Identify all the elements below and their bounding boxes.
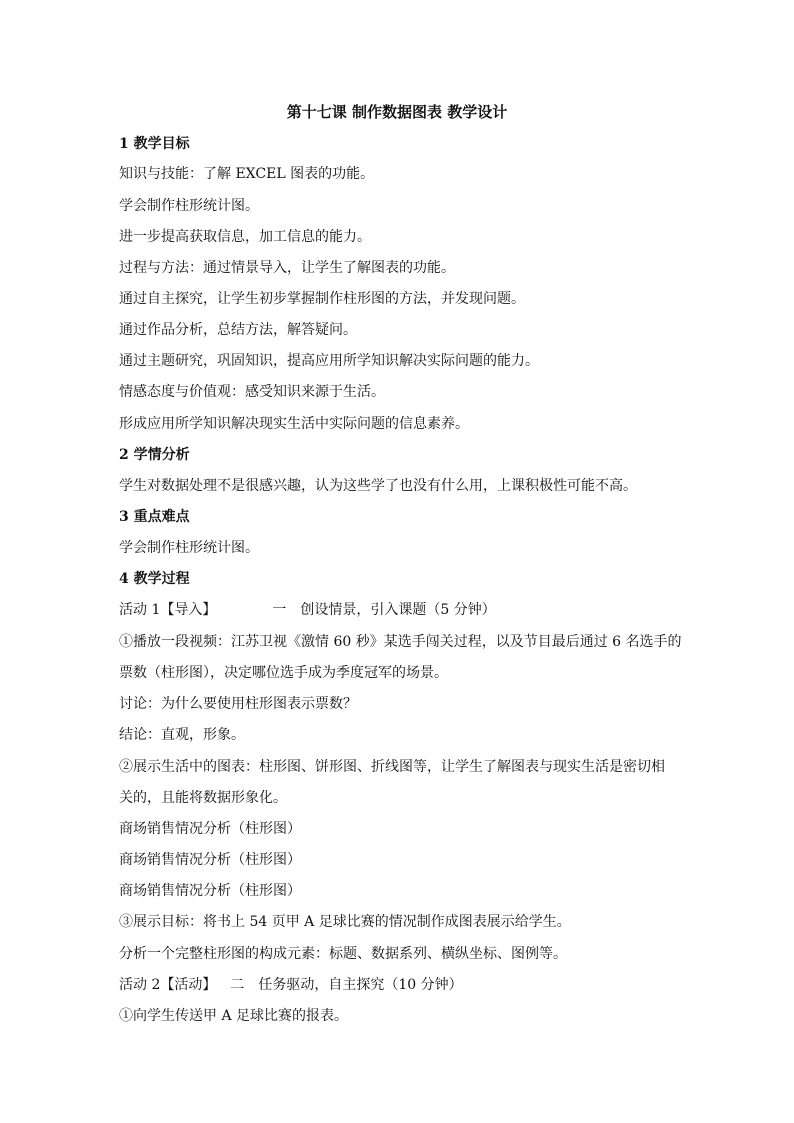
process-line: 讨论：为什么要使用柱形图表示票数？ <box>119 696 357 712</box>
activity-1-label: 活动 1【导入】 <box>119 602 217 618</box>
activity-2-line <box>119 975 463 995</box>
goals-line: 通过作品分析，总结方法，解答疑问。 <box>119 322 357 338</box>
process-line: 商场销售情况分析（柱形图） <box>119 883 301 899</box>
analysis-line: 学生对数据处理不是很感兴趣，认为这些学了也没有什么用，上课积极性可能不高。 <box>119 478 637 494</box>
goals-line: 进一步提高获取信息，加工信息的能力。 <box>119 229 371 245</box>
process-line: 关的，且能将数据形象化。 <box>119 790 287 806</box>
goals-line: 通过自主探究，让学生初步掌握制作柱形图的方法，并发现问题。 <box>119 291 525 307</box>
process-line: ①向学生传送甲 A 足球比赛的报表。 <box>119 1008 349 1024</box>
activity-1-desc: 一 创设情景，引入课题（5 分钟） <box>272 602 496 618</box>
section-heading-goals: 1 教学目标 <box>119 136 190 152</box>
process-line: 商场销售情况分析（柱形图） <box>119 821 301 837</box>
section-heading-process: 4 教学过程 <box>119 571 190 587</box>
process-line: 结论：直观，形象。 <box>119 727 245 743</box>
key-points-line: 学会制作柱形统计图。 <box>119 540 259 556</box>
process-line: ①播放一段视频：江苏卫视《激情 60 秒》某选手闯关过程，以及节目最后通过 6 名选手的 <box>119 634 682 650</box>
activity-1-line <box>119 600 496 620</box>
process-line: 商场销售情况分析（柱形图） <box>119 852 301 868</box>
goals-line: 学会制作柱形统计图。 <box>119 198 259 214</box>
process-line: 票数（柱形图），决定哪位选手成为季度冠军的场景。 <box>119 665 448 681</box>
goals-line: 通过主题研究，巩固知识，提高应用所学知识解决实际问题的能力。 <box>119 353 539 369</box>
activity-2-label: 活动 2【活动】 <box>119 977 217 993</box>
section-heading-analysis: 2 学情分析 <box>119 447 190 463</box>
process-line: ③展示目标：将书上 54 页甲 A 足球比赛的情况制作成图表展示给学生。 <box>119 914 571 930</box>
goals-line: 形成应用所学知识解决现实生活中实际问题的信息素养。 <box>119 416 469 432</box>
goals-line: 过程与方法：通过情景导入，让学生了解图表的功能。 <box>119 260 455 276</box>
section-heading-key-points: 3 重点难点 <box>119 509 190 525</box>
goals-line: 知识与技能：了解 EXCEL 图表的功能。 <box>119 166 375 182</box>
document-title: 第十七课 制作数据图表 教学设计 <box>286 103 508 121</box>
goals-line: 情感态度与价值观：感受知识来源于生活。 <box>119 384 385 400</box>
activity-2-desc: 二 任务驱动，自主探究（10 分钟） <box>230 977 463 993</box>
process-line: ②展示生活中的图表：柱形图、饼形图、折线图等，让学生了解图表与现实生活是密切相 <box>119 759 665 775</box>
process-line: 分析一个完整柱形图的构成元素：标题、数据系列、横纵坐标、图例等。 <box>119 946 567 962</box>
